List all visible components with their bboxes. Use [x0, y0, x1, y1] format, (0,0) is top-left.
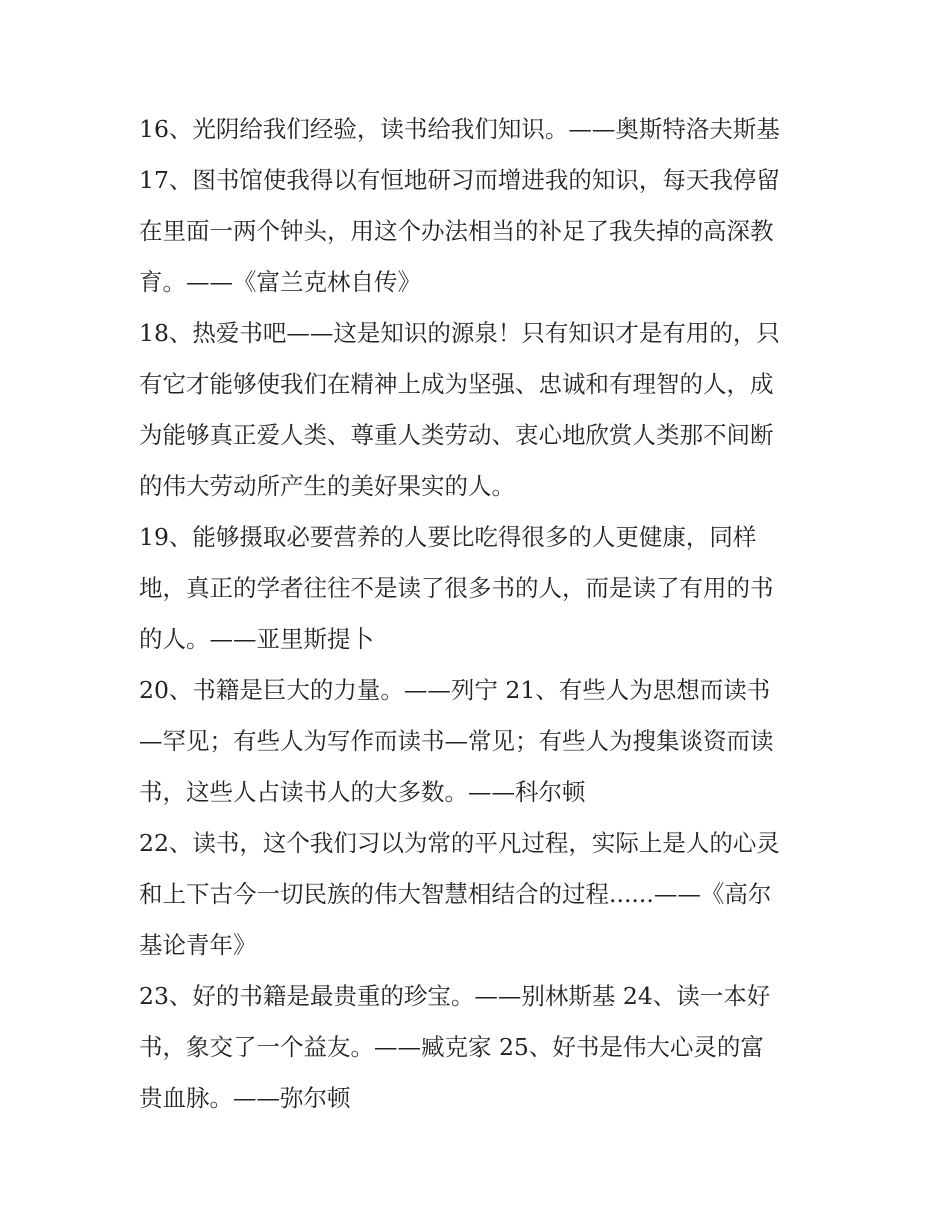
text-line: —罕见；有些人为写作而读书—常见；有些人为搜集谈资而读: [139, 727, 774, 755]
text-line: 18、热爱书吧——这是知识的源泉！只有知识才是有用的，只: [139, 319, 780, 347]
text-line: 19、能够摄取必要营养的人要比吃得很多的人更健康，同样: [139, 523, 757, 551]
text-line: 书，这些人占读书人的大多数。——科尔顿: [139, 778, 586, 806]
document-body: [139, 104, 819, 1124]
text-line: 17、图书馆使我得以有恒地研习而增进我的知识，每天我停留: [139, 166, 780, 194]
text-line: 16、光阴给我们经验，读书给我们知识。——奥斯特洛夫斯基: [139, 115, 780, 143]
text-line: 在里面一两个钟头，用这个办法相当的补足了我失掉的高深教: [139, 217, 774, 245]
text-line: 地，真正的学者往往不是读了很多书的人，而是读了有用的书: [139, 574, 774, 602]
text-line: 贵血脉。——弥尔顿: [139, 1084, 351, 1112]
text-line: 有它才能够使我们在精神上成为坚强、忠诚和有理智的人，成: [139, 370, 774, 398]
text-line: 22、读书，这个我们习以为常的平凡过程，实际上是人的心灵: [139, 829, 780, 857]
text-line: 23、好的书籍是最贵重的珍宝。——别林斯基 24、读一本好: [139, 982, 771, 1010]
text-line: 基论青年》: [139, 931, 257, 959]
text-line: 育。——《富兰克林自传》: [139, 268, 421, 296]
text-line: 书，象交了一个益友。——臧克家 25、好书是伟大心灵的富: [139, 1033, 764, 1061]
text-line: 和上下古今一切民族的伟大智慧相结合的过程......——《高尔: [139, 880, 772, 908]
text-line: 的人。——亚里斯提卜: [139, 625, 374, 653]
text-line: 的伟大劳动所产生的美好果实的人。: [139, 472, 515, 500]
text-line: 20、书籍是巨大的力量。——列宁 21、有些人为思想而读书: [139, 676, 771, 704]
text-line: 为能够真正爱人类、尊重人类劳动、衷心地欣赏人类那不间断: [139, 421, 774, 449]
